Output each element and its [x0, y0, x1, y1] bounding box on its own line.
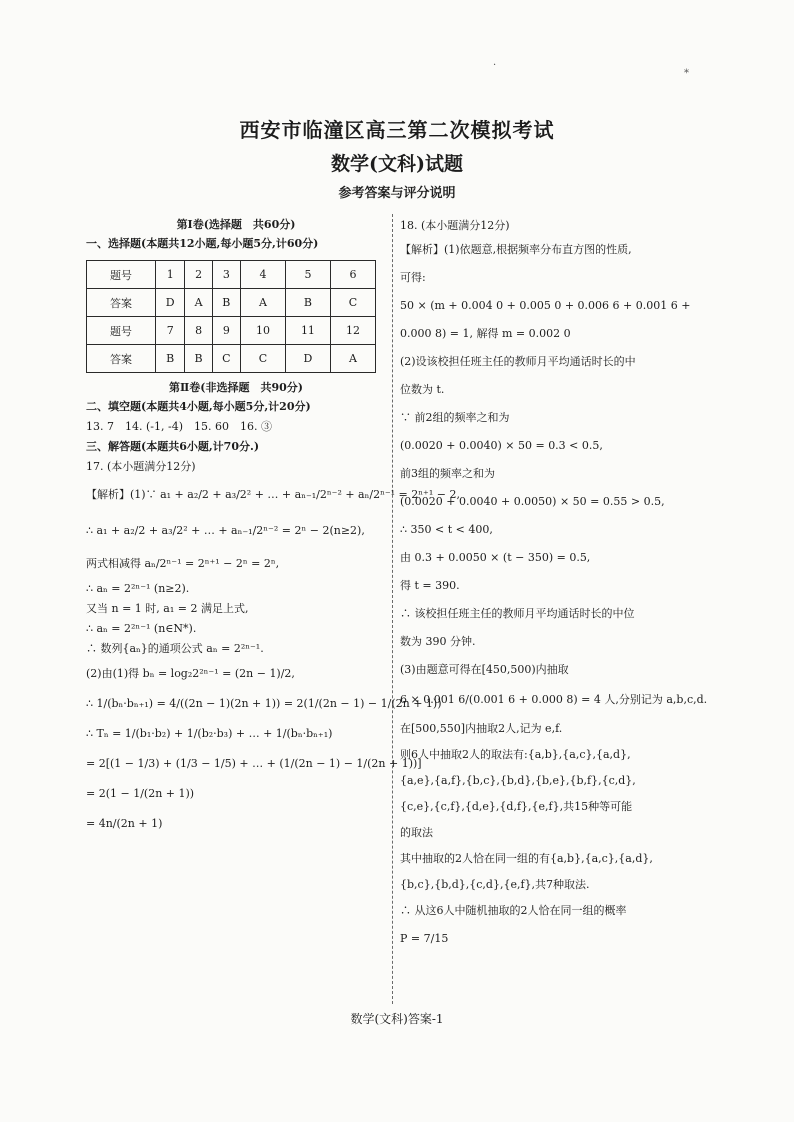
answer-table-cell: 2 — [185, 261, 212, 289]
answer-table — [86, 260, 376, 373]
answer-table-cell: 12 — [330, 317, 375, 345]
answer-table-cell: C — [240, 345, 285, 373]
q18-line: 在[500,550]内抽取2人,记为 e,f. — [400, 722, 563, 735]
answer-table-cell: B — [185, 345, 212, 373]
q18-line: (0.0020 + 0.0040 + 0.0050) × 50 = 0.55 > 0.5, — [400, 495, 665, 508]
q18-line: 【解析】(1)依题意,根据频率分布直方图的性质, — [400, 243, 632, 256]
q17-line: 【解析】(1)∵ a₁ + a₂/2 + a₃/2² + … + aₙ₋₁/2ⁿ⁻² + aₙ/2ⁿ⁻¹ = 2ⁿ⁺¹ − 2, — [86, 488, 460, 501]
answer-table-cell: 4 — [240, 261, 285, 289]
q18-line: 可得: — [400, 271, 426, 284]
q18-line: 得 t = 390. — [400, 579, 460, 592]
answer-table-cell: D — [285, 345, 330, 373]
answer-table-cell: B — [155, 345, 184, 373]
q17-line: = 4n/(2n + 1) — [86, 817, 163, 830]
answer-table-cell: 9 — [212, 317, 240, 345]
answer-table-cell: B — [212, 289, 240, 317]
answer-table-row — [87, 317, 376, 345]
part1-title: 第Ⅰ卷(选择题 共60分) — [176, 218, 296, 231]
answer-table-cell: B — [285, 289, 330, 317]
scan-speck: · — [493, 60, 497, 71]
right-column — [400, 216, 710, 954]
q18-line: 前3组的频率之和为 — [400, 467, 495, 480]
q18-line: ∵ 前2组的频率之和为 — [400, 411, 510, 424]
answer-table-cell: C — [330, 289, 375, 317]
answer-table-cell: C — [212, 345, 240, 373]
answer-table-cell: A — [330, 345, 375, 373]
q17-line: = 2[(1 − 1/3) + (1/3 − 1/5) + … + (1/(2n − 1) − 1/(2n + 1))] — [86, 757, 422, 770]
q18-line: 其中抽取的2人恰在同一组的有{a,b},{a,c},{a,d}, — [400, 852, 653, 865]
answer-table-cell: 7 — [155, 317, 184, 345]
answer-table-row — [87, 345, 376, 373]
q18-heading: 18. (本小题满分12分) — [400, 219, 510, 232]
q18-line: {a,e},{a,f},{b,c},{b,d},{b,e},{b,f},{c,d}, — [400, 774, 636, 787]
section3-heading: 三、解答题(本题共6小题,计70分.) — [86, 440, 260, 453]
column-divider — [392, 214, 393, 1004]
q18-line: 数为 390 分钟. — [400, 635, 476, 648]
q17-heading: 17. (本小题满分12分) — [86, 460, 196, 473]
answer-table-row — [87, 261, 376, 289]
q18-line: (0.0020 + 0.0040) × 50 = 0.3 < 0.5, — [400, 439, 603, 452]
answer-table-cell: D — [155, 289, 184, 317]
part2-title: 第Ⅱ卷(非选择题 共90分) — [169, 381, 303, 394]
q17-line: ∴ Tₙ = 1/(b₁·b₂) + 1/(b₂·b₃) + … + 1/(bₙ·bₙ₊₁) — [86, 727, 333, 740]
header — [0, 116, 794, 204]
q18-line: 位数为 t. — [400, 383, 445, 396]
answer-table-cell: 5 — [285, 261, 330, 289]
q17-line: (2)由(1)得 bₙ = log₂2²ⁿ⁻¹ = (2n − 1)/2, — [86, 667, 295, 680]
q17-line: 两式相减得 aₙ/2ⁿ⁻¹ = 2ⁿ⁺¹ − 2ⁿ = 2ⁿ, — [86, 557, 280, 570]
fill-in-answers: 13. 7 14. (-1, -4) 15. 60 16. ③ — [86, 420, 272, 433]
q18-line: 0.000 8) = 1, 解得 m = 0.002 0 — [400, 327, 571, 340]
answer-table-cell: A — [185, 289, 212, 317]
answer-table-header-cell: 答案 — [87, 345, 156, 373]
answer-table-header-cell: 题号 — [87, 317, 156, 345]
q18-line: P = 7/15 — [400, 932, 449, 945]
answer-table-cell: 10 — [240, 317, 285, 345]
q18-line: ∴ 从这6人中随机抽取的2人恰在同一组的概率 — [400, 904, 627, 917]
page-subtitle: 数学(文科)试题 — [331, 153, 463, 175]
answer-table-cell: A — [240, 289, 285, 317]
q18-line: 则6人中抽取2人的取法有:{a,b},{a,c},{a,d}, — [400, 748, 631, 761]
q18-line: 50 × (m + 0.004 0 + 0.005 0 + 0.006 6 + 0.001 6 + — [400, 299, 691, 312]
q17-line: ∴ a₁ + a₂/2 + a₃/2² + … + aₙ₋₁/2ⁿ⁻² = 2ⁿ − 2(n≥2), — [86, 524, 365, 537]
answer-table-cell: 8 — [185, 317, 212, 345]
section2-heading: 二、填空题(本题共4小题,每小题5分,计20分) — [86, 400, 311, 413]
section1-heading: 一、选择题(本题共12小题,每小题5分,计60分) — [86, 237, 319, 250]
q18-line: (2)设该校担任班主任的教师月平均通话时长的中 — [400, 355, 636, 368]
answer-table-cell: 1 — [155, 261, 184, 289]
answer-table-cell: 11 — [285, 317, 330, 345]
q17-line: ∴ 数列{aₙ}的通项公式 aₙ = 2²ⁿ⁻¹. — [86, 642, 264, 655]
page-subtitle-secondary: 参考答案与评分说明 — [338, 186, 456, 201]
q18-line: 由 0.3 + 0.0050 × (t − 350) = 0.5, — [400, 551, 591, 564]
q17-line: 又当 n = 1 时, a₁ = 2 满足上式, — [86, 602, 249, 615]
page-title: 西安市临潼区高三第二次模拟考试 — [239, 118, 555, 142]
q17-line: ∴ aₙ = 2²ⁿ⁻¹ (n∈N*). — [86, 622, 197, 635]
q17-line: ∴ 1/(bₙ·bₙ₊₁) = 4/((2n − 1)(2n + 1)) = 2(1/(2n − 1) − 1/(2n + 1)) — [86, 697, 442, 710]
q18-line: 6 × 0.001 6/(0.001 6 + 0.000 8) = 4 人,分别记为 a,b,c,d. — [400, 693, 708, 706]
answer-table-cell: 3 — [212, 261, 240, 289]
q18-line: ∴ 350 < t < 400, — [400, 523, 493, 536]
q17-line: ∴ aₙ = 2²ⁿ⁻¹ (n≥2). — [86, 582, 190, 595]
scan-speck: * — [684, 68, 689, 79]
q18-line: {c,e},{c,f},{d,e},{d,f},{e,f},共15种等可能 — [400, 800, 633, 813]
q18-line: 的取法 — [400, 826, 433, 839]
q17-line: = 2(1 − 1/(2n + 1)) — [86, 787, 195, 800]
q18-line: {b,c},{b,d},{c,d},{e,f},共7种取法. — [400, 878, 590, 891]
page-footer: 数学(文科)答案-1 — [350, 1012, 444, 1026]
answer-table-header-cell: 答案 — [87, 289, 156, 317]
answer-table-header-cell: 题号 — [87, 261, 156, 289]
answer-table-row — [87, 289, 376, 317]
q18-line: ∴ 该校担任班主任的教师月平均通话时长的中位 — [400, 607, 635, 620]
q18-line: (3)由题意可得在[450,500)内抽取 — [400, 663, 569, 676]
answer-table-cell: 6 — [330, 261, 375, 289]
